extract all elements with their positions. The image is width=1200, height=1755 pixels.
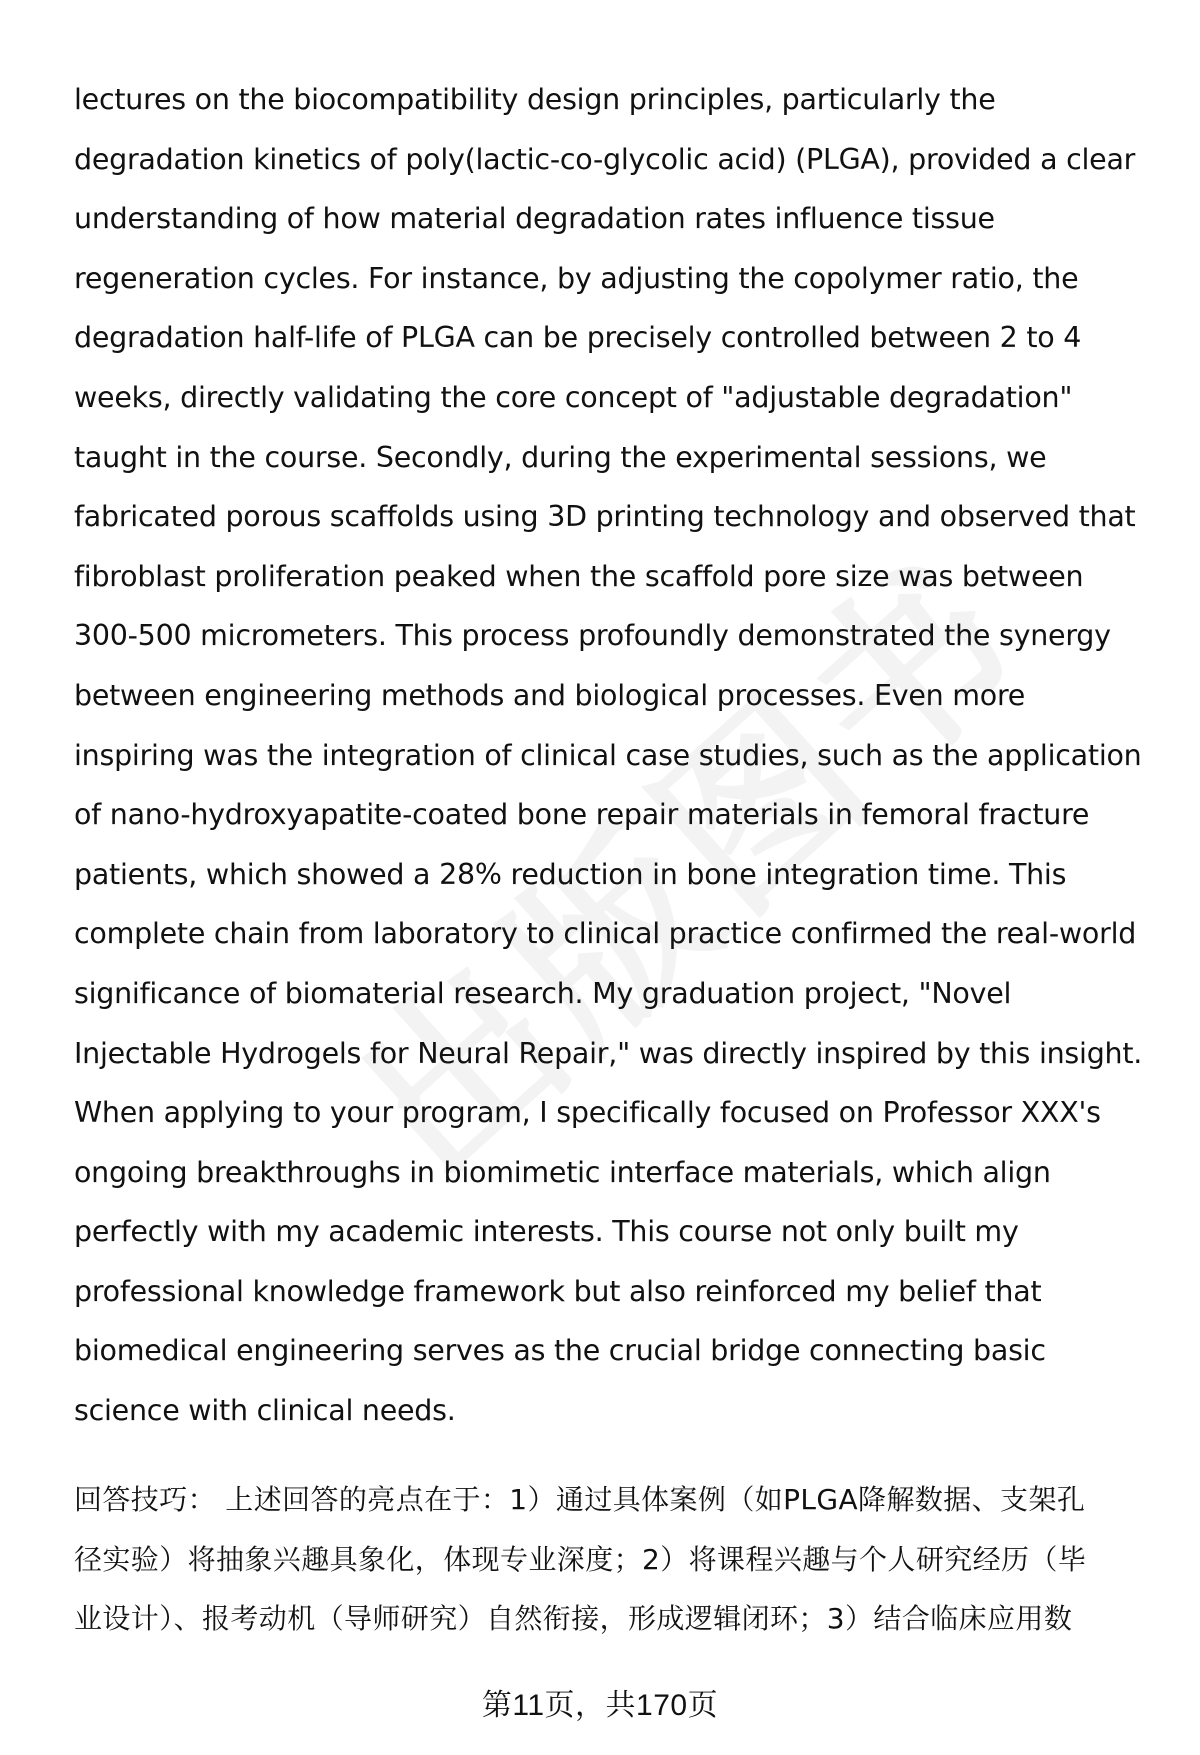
text-line: weeks, directly validating the core concept of "adjustable degradation" — [74, 380, 1073, 414]
text-line: science with clinical needs. — [74, 1394, 456, 1428]
text-line: between engineering methods and biological processes. Even more — [74, 678, 1026, 712]
text-line: inspiring was the integration of clinical case studies, such as the application — [74, 738, 1142, 772]
text-line: When applying to your program, I specifically focused on Professor XXX's — [74, 1096, 1101, 1130]
text-line: patients, which showed a 28% reduction in bone integration time. This — [74, 857, 1067, 891]
tip-line: 径实验）将抽象兴趣具象化，体现专业深度；2）将课程兴趣与个人研究经历（毕 — [74, 1542, 1087, 1576]
text-line: of nano-hydroxyapatite-coated bone repair materials in femoral fracture — [74, 798, 1090, 832]
text-line: degradation half-life of PLGA can be precisely controlled between 2 to 4 — [74, 321, 1082, 355]
answer-paragraph — [74, 70, 1164, 1441]
text-line: understanding of how material degradation rates influence tissue — [74, 202, 995, 236]
tip-line: 回答技巧： 上述回答的亮点在于：1）通过具体案例（如PLGA降解数据、支架孔 — [74, 1483, 1086, 1516]
text-line: significance of biomaterial research. My graduation project, "Novel — [74, 976, 1012, 1010]
answer-tips-section — [74, 1470, 1164, 1649]
text-line: biomedical engineering serves as the crucial bridge connecting basic — [74, 1334, 1046, 1368]
text-line: taught in the course. Secondly, during the experimental sessions, we — [74, 440, 1047, 474]
text-line: degradation kinetics of poly(lactic-co-glycolic acid) (PLGA), provided a clear — [74, 142, 1136, 176]
text-line: professional knowledge framework but also reinforced my belief that — [74, 1274, 1042, 1308]
text-line: 300-500 micrometers. This process profoundly demonstrated the synergy — [74, 619, 1111, 653]
text-line: lectures on the biocompatibility design principles, particularly the — [74, 83, 996, 116]
text-line: regeneration cycles. For instance, by adjusting the copolymer ratio, the — [74, 261, 1079, 295]
page-indicator: 第11页，共170页 — [481, 1689, 719, 1722]
document-body — [74, 70, 1164, 1441]
text-line: complete chain from laboratory to clinical practice confirmed the real-world — [74, 917, 1137, 951]
text-line: perfectly with my academic interests. This course not only built my — [74, 1215, 1019, 1249]
text-line: Injectable Hydrogels for Neural Repair," was directly inspired by this insight. — [74, 1036, 1143, 1070]
text-line: ongoing breakthroughs in biomimetic interface materials, which align — [74, 1155, 1051, 1189]
tip-line: 业设计）、报考动机（导师研究）自然衔接，形成逻辑闭环；3）结合临床应用数 — [74, 1602, 1073, 1636]
text-line: fabricated porous scaffolds using 3D printing technology and observed that — [74, 500, 1136, 534]
text-line: fibroblast proliferation peaked when the scaffold pore size was between — [74, 559, 1084, 593]
